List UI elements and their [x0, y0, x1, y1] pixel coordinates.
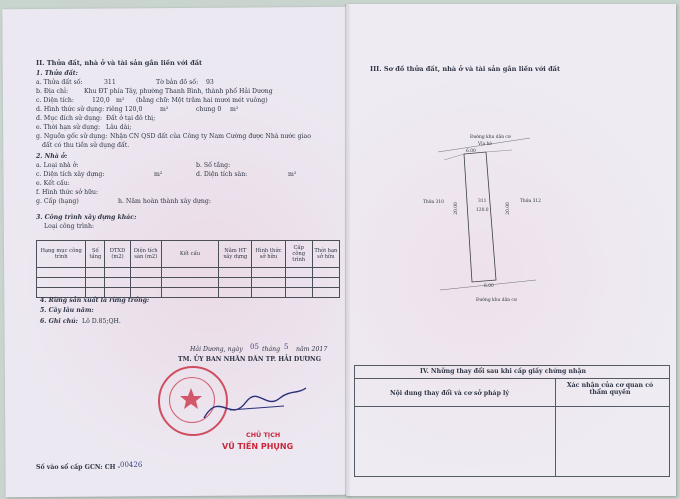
usage-form-label: d. Hình thức sử dụng: riêng 120,0 — [36, 106, 143, 113]
works-type-label: Loại công trình: — [44, 223, 95, 230]
table-header: Năm HT xây dựng — [219, 241, 252, 268]
side-right-length: 20.00 — [505, 202, 511, 215]
table-header: Kết cấu — [161, 241, 218, 268]
completion-year-label: h. Năm hoàn thành xây dựng: — [118, 198, 211, 205]
parcel-number-value: 311 — [104, 79, 116, 86]
page-fold — [345, 4, 351, 496]
section-iv-title: IV. Những thay đổi sau khi cấp giấy chứng nhận — [420, 368, 587, 375]
usage-form-unit: m² — [160, 106, 169, 113]
table-row — [37, 288, 340, 298]
purpose-value: Đất ở tại đô thị; — [106, 115, 156, 122]
other-works-table — [36, 240, 340, 298]
map-sheet-value: 93 — [206, 79, 214, 86]
built-area-label: c. Diện tích xây dựng: — [36, 171, 105, 178]
area-words: (bằng chữ: Một trăm hai mươi mét vuông) — [136, 97, 268, 104]
item-5: 5. Cây lâu năm: — [40, 307, 94, 314]
area-label: c. Diện tích: — [36, 97, 74, 104]
section-iii-title: III. Sơ đồ thửa đất, nhà ở và tài sản gắn liền với đất — [370, 65, 560, 73]
table-row — [37, 278, 340, 288]
map-sheet-label: Tờ bản đồ số: — [156, 79, 199, 86]
road-bottom-label: Đường khu dân cư — [476, 298, 517, 303]
usage-form-unit2: m² — [230, 106, 239, 113]
item-3-title: 3. Công trình xây dựng khác: — [36, 214, 137, 221]
built-area-unit: m² — [154, 171, 163, 178]
sidewalk-label: Vỉa hè — [478, 142, 493, 147]
date-month-label: tháng — [262, 346, 281, 353]
signature — [200, 380, 310, 430]
date-month: 5 — [284, 343, 289, 351]
changes-col-confirmation: Xác nhận của cơ quan có thẩm quyền — [566, 382, 654, 396]
floor-area-label: d. Diện tích sàn: — [196, 171, 248, 178]
usage-form-shared: chung 0 — [196, 106, 222, 113]
origin-label: g. Nguồn gốc sử dụng: — [36, 133, 108, 140]
signer-position: CHỦ TỊCH — [246, 431, 281, 439]
table-header: Số tầng — [86, 241, 105, 268]
signer-name: VŨ TIẾN PHỤNG — [222, 442, 294, 451]
item-2-title: 2. Nhà ở: — [36, 153, 68, 160]
item-6-label: 6. Ghi chú: — [40, 318, 78, 325]
table-header: Cấp công trình — [285, 241, 312, 268]
changes-col-content: Nội dung thay đổi và cơ sở pháp lý — [390, 390, 509, 397]
term-value: Lâu dài; — [106, 124, 132, 131]
registration-label: Số vào sổ cấp GCN: CH - — [36, 464, 121, 471]
table-header: Thời hạn sở hữu — [312, 241, 339, 268]
date-year: năm 2017 — [296, 346, 328, 353]
item-4: 4. Rừng sản xuất là rừng trồng: — [40, 297, 150, 304]
parcel-area: 120.0 — [476, 208, 489, 213]
term-label: e. Thời hạn sử dụng: — [36, 124, 101, 131]
parcel-number-label: a. Thửa đất số: — [36, 79, 83, 86]
address-label: b. Địa chỉ: — [36, 88, 69, 95]
bottom-width: 6.00 — [484, 284, 494, 289]
issuing-authority: TM. ỦY BAN NHÂN DÂN TP. HẢI DƯƠNG — [178, 356, 321, 363]
floor-area-unit: m² — [288, 171, 297, 178]
top-width: 6.00 — [466, 149, 476, 154]
parcel-diagram — [400, 130, 560, 310]
table-header: Hình thức sở hữu — [252, 241, 285, 268]
table-header: Diện tích sàn (m2) — [130, 241, 161, 268]
road-top-label: Đường khu dân cư — [470, 135, 511, 140]
date-day: 05 — [250, 343, 259, 351]
structure-label: e. Kết cấu: — [36, 180, 70, 187]
floors-label: b. Số tầng: — [196, 162, 231, 169]
ownership-form-label: f. Hình thức sở hữu: — [36, 189, 99, 196]
right-neighbor: Thửa 312 — [520, 199, 541, 204]
table-row — [37, 268, 340, 278]
left-neighbor: Thửa 310 — [423, 200, 444, 205]
section-ii-title: II. Thửa đất, nhà ở và tài sản gắn liền với đất — [36, 59, 203, 67]
house-type-label: a. Loại nhà ở: — [36, 162, 79, 169]
area-value: 120,0 — [92, 97, 110, 104]
table-header: Hạng mục công trình — [37, 241, 86, 268]
parcel-number: 311 — [478, 199, 487, 204]
item-1-title: 1. Thửa đất: — [36, 70, 78, 77]
date-prefix: Hải Dương, ngày — [190, 346, 243, 353]
origin-value: Nhận CN QSD đất của Công ty Nam Cường được Nhà nước giao — [110, 133, 311, 140]
purpose-label: đ. Mục đích sử dụng: — [36, 115, 103, 122]
registration-number: 00426 — [120, 461, 143, 469]
note-value: Lô D.85;QH. — [82, 318, 121, 325]
origin-value-2: đất có thu tiền sử dụng đất. — [42, 142, 130, 149]
side-left-length: 20.00 — [453, 202, 459, 215]
grade-label: g. Cấp (hạng) — [36, 198, 79, 205]
area-unit: m² — [116, 97, 125, 104]
address-value: Khu ĐT phía Tây, phường Thanh Bình, thành phố Hải Dương — [84, 88, 273, 95]
table-header: DTXD (m2) — [105, 241, 130, 268]
